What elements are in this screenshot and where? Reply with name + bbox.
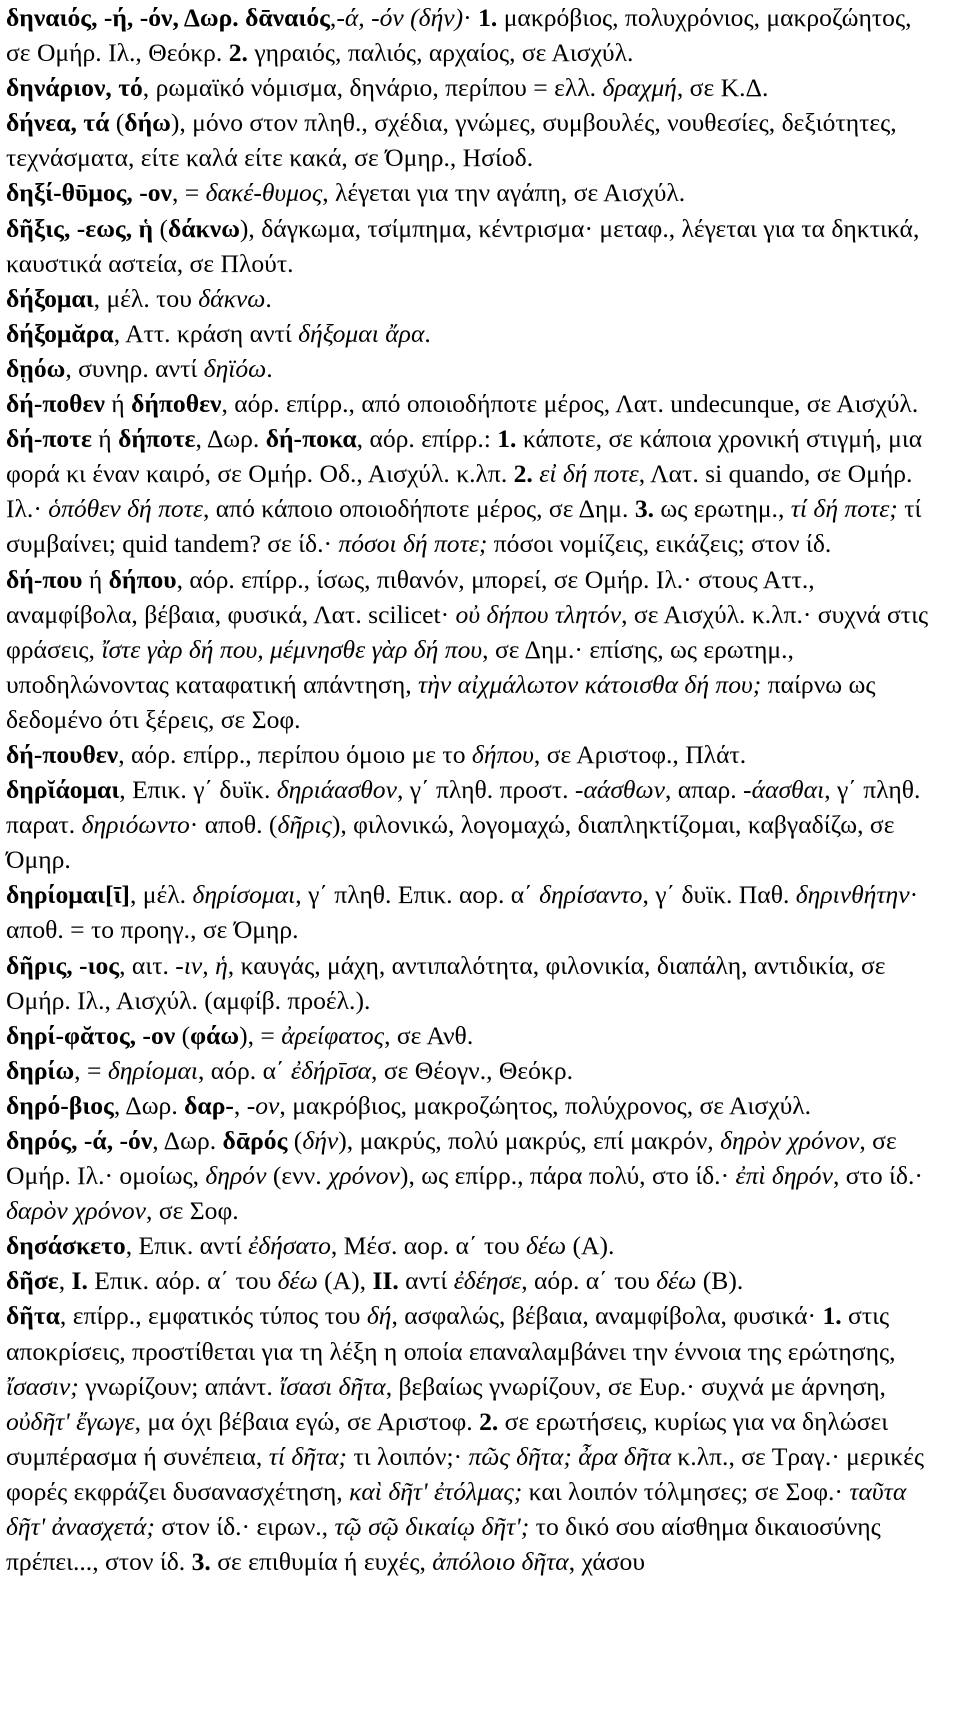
- entry-headword: δή-πουθεν: [6, 739, 119, 769]
- entry-headword: δηρί-φᾰτος, -ον: [6, 1020, 176, 1050]
- entry-text: ή: [82, 564, 109, 594]
- entry-text: ἴσασιν;: [6, 1371, 79, 1401]
- entry-text: ), μόνο στον πληθ., σχέδια, γνώμες, συμβουλές, νουθεσίες, δεξιότητες, τεχνάσματα, είτε καλά είτε κακά, σε Όμηρ., Ησίοδ.: [6, 108, 897, 173]
- entry-text: κ.λπ., σε Τραγ.· μερικές φορές εκφράζει δυσανασχέτηση,: [6, 1441, 925, 1506]
- entry-text: , ρωμαϊκό νόμισμα, δηνάριο, περίπου = ελλ.: [142, 73, 603, 103]
- entry-text: καὶ δῆτ' ἐτόλμας;: [349, 1476, 523, 1506]
- dictionary-entry: [6, 562, 932, 737]
- entry-text: , σε Ομήρ. Ιλ.· ομοίως,: [6, 1126, 897, 1191]
- entry-text: , από κάποιο οποιοδήποτε μέρος, σε Δημ.: [202, 494, 635, 524]
- entry-text: , Επικ. γ΄ δυϊκ.: [119, 775, 277, 805]
- entry-headword: δηνάριον, τό: [6, 73, 143, 103]
- entry-text: δήω: [124, 108, 171, 138]
- dictionary-entry: [6, 1088, 932, 1123]
- entry-text: , γ΄ πληθ. Επικ. αορ. α΄: [295, 880, 540, 910]
- entry-text: ἴσασι δῆτα: [279, 1371, 386, 1401]
- entry-text: δηρίομαι: [107, 1055, 198, 1085]
- entry-text: το δικό σου αίσθημα δικαιοσύνης πρέπει..., στον ίδ.: [6, 1512, 881, 1577]
- dictionary-entry: [6, 351, 932, 386]
- entry-text: δηρίσομαι: [192, 880, 296, 910]
- dictionary-entry: [6, 1228, 932, 1263]
- entry-text: , σε Κ.Δ.: [676, 73, 769, 103]
- entry-headword: δῆξις, -εως, ἡ: [6, 213, 154, 243]
- entry-text: ἴστε γὰρ δή που, μέμνησθε γὰρ δή που: [101, 634, 483, 664]
- entry-text: · αποθ. = το προηγ., σε Όμηρ.: [6, 880, 919, 945]
- dictionary-entry: [6, 1263, 932, 1298]
- dictionary-entry: [6, 105, 932, 175]
- entry-text: δηριόωντο: [81, 810, 190, 840]
- entry-text: , Μέσ. αορ. α΄ του: [330, 1231, 527, 1261]
- entry-text: -ιν, ἡ: [175, 950, 228, 980]
- entry-headword: δήξομᾰρα: [6, 318, 114, 348]
- entry-text: δῆρις: [277, 810, 332, 840]
- entry-text: , αόρ. επίρρ., περίπου όμοιο με το: [118, 739, 472, 769]
- entry-text: -αάσθων: [574, 775, 665, 805]
- entry-text: τι λοιπόν;·: [347, 1441, 469, 1471]
- entry-text: ταῦτα δῆτ' ἀνασχετά;: [6, 1476, 907, 1542]
- dictionary-entry: [6, 175, 932, 210]
- dictionary-entry: [6, 772, 932, 877]
- entry-text: φάω: [190, 1020, 240, 1050]
- dictionary-entry: [6, 1053, 932, 1088]
- entry-text: στις αποκρίσεις, προστίθεται για τη λέξη η οποία επαναλαμβάνει την έννοια της ερώτησης,: [6, 1301, 896, 1366]
- entry-text: και λοιπόν τόλμησες; σε Σοφ.·: [522, 1476, 850, 1506]
- entry-text: σε επιθυμία ή ευχές,: [210, 1547, 433, 1577]
- entry-text: , σε Θέογν., Θεόκρ.: [371, 1055, 573, 1085]
- entry-text: -ά, -όν (δήν): [336, 3, 464, 32]
- entry-text: .: [266, 353, 273, 383]
- entry-text: ἐδήσατο: [248, 1231, 331, 1261]
- entry-headword: δηρῐάομαι: [6, 775, 120, 805]
- entry-text: δήποτε: [118, 424, 196, 454]
- entry-text: χρόνον: [328, 1161, 400, 1191]
- entry-text: πόσοι δή ποτε;: [338, 529, 488, 559]
- entry-text: δηριάασθον: [276, 775, 397, 805]
- entry-text: μακρόβιος, πολυχρόνιος, μακροζώητος, σε Ομήρ. Ιλ., Θεόκρ.: [6, 3, 912, 68]
- entry-text: πῶς δῆτα; ἆρα δῆτα: [468, 1441, 672, 1471]
- entry-text: , βεβαίως γνωρίζουν, σε Ευρ.· συχνά με άρνηση,: [385, 1371, 886, 1401]
- entry-text: δέω: [656, 1266, 697, 1296]
- entry-text: στον ίδ.· ειρων.,: [154, 1512, 335, 1542]
- entry-text: , καυγάς, μάχη, αντιπαλότητα, φιλονικία, διαπάλη, αντιδικία, σε Ομήρ. Ιλ., Αισχύλ. (αμφίβ. προέλ.).: [6, 950, 886, 1015]
- dictionary-entry: [6, 948, 932, 1018]
- entry-text: δάκνω: [167, 213, 240, 243]
- entry-text: ,: [329, 3, 337, 32]
- entry-text: , γ΄ πληθ. προστ.: [396, 775, 575, 805]
- entry-text: (Β).: [696, 1266, 744, 1296]
- entry-text: δέω: [277, 1266, 318, 1296]
- entry-text: δραχμή: [602, 73, 677, 103]
- entry-headword: δῆρις, -ιος: [6, 950, 120, 980]
- dictionary-entry: [6, 1298, 932, 1579]
- entry-text: ), μακρύς, πολύ μακρύς, επί μακρόν,: [338, 1126, 721, 1155]
- entry-text: δηρίσαντο: [539, 880, 643, 910]
- entry-text: , αόρ. α΄: [198, 1055, 291, 1085]
- entry-text: δήπου: [471, 739, 534, 769]
- entry-headword: δησάσκετο: [6, 1231, 126, 1261]
- entry-text: , μα όχι βέβαια εγώ, σε Αριστοφ.: [134, 1406, 480, 1436]
- entry-text: (Α).: [566, 1231, 615, 1261]
- entry-text: πόσοι νομίζεις, εικάζεις; στον ίδ.: [487, 529, 832, 559]
- entry-text: δαρ-: [184, 1090, 234, 1120]
- entry-text: δηρόν: [205, 1161, 267, 1191]
- entry-text: κάποτε, σε κάποια χρονική στιγμή, μια φορά κι έναν καιρό, σε Ομήρ. Οδ., Αισχύλ. κ.λπ.: [6, 424, 923, 489]
- entry-headword: δῆτα: [6, 1301, 60, 1331]
- entry-text: δέω: [526, 1231, 567, 1261]
- entry-text: τὴν αἰχμάλωτον κάτοισθα δή που;: [418, 669, 762, 699]
- entry-text: παίρνω ως δεδομένο ότι ξέρεις, σε Σοφ.: [6, 669, 876, 734]
- entry-text: δήποθεν: [131, 389, 222, 419]
- entry-text: , σε Δημ.· επίσης, ως ερωτημ., υποδηλώνοντας καταφατική απάντηση,: [6, 634, 794, 699]
- entry-text: , μακρόβιος, μακροζώητος, πολύχρονος, σε Αισχύλ.: [279, 1090, 812, 1120]
- entry-text: , συνηρ. αντί: [65, 353, 204, 383]
- entry-text: , γ΄ πληθ. παρατ.: [6, 775, 921, 840]
- entry-text: 2.: [513, 459, 533, 489]
- entry-text: , =: [74, 1055, 108, 1085]
- entry-text: ἀρείφατος: [281, 1020, 385, 1050]
- entry-headword: δηξί-θῡμος, -ον: [6, 178, 172, 208]
- entry-text: 2.: [228, 38, 248, 68]
- entry-headword: δηρός, -ά, -όν: [6, 1126, 153, 1155]
- entry-text: , αόρ. επίρρ., ίσως, πιθανόν, μπορεί, σε Ομήρ. Ιλ.· στους Αττ., αναμφίβολα, βέβαια, φυσικά, Λατ. scilicet·: [6, 564, 815, 629]
- entry-text: , χάσου: [568, 1547, 645, 1577]
- entry-text: δήν: [302, 1126, 339, 1155]
- entry-text: δαρὸν χρόνον: [6, 1196, 147, 1226]
- entry-text: I.: [71, 1266, 88, 1296]
- entry-text: (: [175, 1020, 191, 1050]
- entry-text: .: [265, 283, 272, 313]
- entry-headword: δηναιός, -ή, -όν, Δωρ. δᾱναιός: [6, 3, 330, 32]
- entry-list: [6, 0, 932, 1579]
- entry-text: αντί: [398, 1266, 454, 1296]
- entry-text: δηϊόω: [203, 353, 267, 383]
- entry-text: 1.: [822, 1301, 842, 1331]
- entry-text: II.: [372, 1266, 399, 1296]
- entry-text: εἰ δή ποτε: [539, 459, 639, 489]
- entry-text: , γ΄ δυϊκ. Παθ.: [642, 880, 796, 910]
- entry-text: δακέ-θυμος: [205, 178, 323, 208]
- entry-text: , επίρρ., εμφατικός τύπος του: [59, 1301, 367, 1331]
- dictionary-entry: [6, 211, 932, 281]
- entry-text: τί συμβαίνει; quid tandem? σε ίδ.·: [6, 494, 922, 559]
- dictionary-entry: [6, 0, 932, 70]
- entry-text: δήξομαι ἄρα: [298, 318, 425, 348]
- entry-text: Επικ. αόρ. α΄ του: [87, 1266, 278, 1296]
- entry-text: -ον: [246, 1090, 280, 1120]
- entry-headword: δή-που: [6, 564, 83, 594]
- entry-headword: δήνεα, τά: [6, 108, 110, 138]
- entry-text: (: [287, 1126, 303, 1155]
- dictionary-entry: [6, 1018, 932, 1053]
- entry-text: , σε Σοφ.: [146, 1196, 239, 1226]
- dictionary-entry: [6, 1123, 932, 1228]
- entry-text: , Επικ. αντί: [125, 1231, 249, 1261]
- entry-text: δή-ποκα: [265, 424, 357, 454]
- entry-text: ), φιλονικώ, λογομαχώ, διαπληκτίζομαι, καβγαδίζω, σε Όμηρ.: [6, 810, 895, 875]
- entry-text: ,: [233, 1090, 247, 1120]
- entry-text: οὐδῆτ' ἔγωγε: [6, 1406, 135, 1436]
- entry-text: 3.: [634, 494, 655, 524]
- entry-text: , Λατ. si quando, σε Ομήρ. Ιλ.·: [6, 459, 913, 524]
- entry-text: (: [153, 213, 168, 243]
- entry-headword: δηρίομαι[ῑ]: [6, 880, 130, 910]
- entry-text: ,: [58, 1266, 72, 1296]
- entry-headword: δή-ποθεν: [6, 389, 105, 419]
- dictionary-entry: [6, 386, 932, 421]
- entry-text: δᾱρός: [222, 1126, 288, 1155]
- entry-text: , σε Ανθ.: [384, 1020, 474, 1050]
- entry-text: ὁπόθεν δή ποτε: [48, 494, 203, 524]
- entry-text: τί δῆτα;: [268, 1441, 348, 1471]
- entry-text: δηρὸν χρόνον: [720, 1126, 860, 1155]
- entry-text: , αόρ. επίρρ.:: [356, 424, 498, 454]
- entry-text: , λέγεται για την αγάπη, σε Αισχύλ.: [322, 178, 686, 208]
- entry-text: , σε Αριστοφ., Πλάτ.: [533, 739, 747, 769]
- entry-text: ), δάγκωμα, τσίμπημα, κέντρισμα· μεταφ., λέγεται για τα δηκτικά, καυστικά αστεία, σε Πλούτ.: [6, 213, 920, 278]
- dictionary-entry: [6, 316, 932, 351]
- entry-text: 1.: [478, 3, 498, 32]
- entry-text: γηραιός, παλιός, αρχαίος, σε Αισχύλ.: [247, 38, 634, 68]
- entry-text: , αόρ. επίρρ., από οποιοδήποτε μέρος, Λατ. undecunque, σε Αισχύλ.: [221, 389, 919, 419]
- entry-text: , αόρ. α΄ του: [521, 1266, 657, 1296]
- entry-text: ως ερωτημ.,: [654, 494, 791, 524]
- entry-text: δηρινθήτην: [795, 880, 910, 910]
- entry-text: 1.: [497, 424, 517, 454]
- dictionary-entry: [6, 281, 932, 316]
- entry-text: (ενν.: [266, 1161, 329, 1191]
- entry-text: , μέλ. του: [93, 283, 199, 313]
- entry-text: ἐδέησε: [453, 1266, 522, 1296]
- entry-text: ), =: [239, 1020, 282, 1050]
- entry-text: , Αττ. κράση αντί: [113, 318, 299, 348]
- entry-text: ·: [463, 3, 479, 32]
- entry-headword: δηρό-βιος: [6, 1090, 114, 1120]
- entry-headword: δήξομαι: [6, 283, 94, 313]
- entry-text: , στο ίδ.·: [832, 1161, 923, 1191]
- entry-headword: δηρίω: [6, 1055, 75, 1085]
- dictionary-entry: [6, 421, 932, 561]
- dictionary-entry: [6, 737, 932, 772]
- entry-text: ή: [104, 389, 132, 419]
- entry-text: , Δωρ.: [152, 1126, 223, 1155]
- dictionary-entry: [6, 877, 932, 947]
- entry-headword: δῆσε: [6, 1266, 59, 1296]
- entry-text: οὐ δήπου τλητόν: [455, 599, 622, 629]
- entry-text: .: [424, 318, 431, 348]
- entry-text: γνωρίζουν; απάντ.: [78, 1371, 280, 1401]
- entry-text: , ασφαλώς, βέβαια, αναμφίβολα, φυσικά·: [391, 1301, 823, 1331]
- entry-text: , μέλ.: [129, 880, 193, 910]
- entry-text: 2.: [479, 1406, 499, 1436]
- entry-text: δάκνω: [198, 283, 266, 313]
- entry-text: -άασθαι: [743, 775, 825, 805]
- entry-text: , σε Αισχύλ. κ.λπ.· συχνά στις φράσεις,: [6, 599, 929, 664]
- entry-text: , =: [172, 178, 206, 208]
- entry-text: δήπου: [108, 564, 177, 594]
- entry-text: (Α),: [317, 1266, 373, 1296]
- entry-text: ἐπὶ δηρόν: [735, 1161, 833, 1191]
- entry-text: ή: [91, 424, 119, 454]
- entry-headword: δῃόω: [6, 353, 66, 383]
- entry-text: σε ερωτήσεις, κυρίως για να δηλώσει συμπέρασμα ή συνέπεια,: [6, 1406, 889, 1471]
- entry-text: , Δωρ.: [113, 1090, 185, 1120]
- entry-text: , αιτ.: [119, 950, 176, 980]
- entry-text: ), ως επίρρ., πάρα πολύ, στο ίδ.·: [399, 1161, 736, 1191]
- entry-text: · αποθ. (: [189, 810, 278, 840]
- entry-headword: δή-ποτε: [6, 424, 92, 454]
- entry-text: τῷ σῷ δικαίῳ δῆτ';: [334, 1512, 530, 1542]
- dictionary-entry: [6, 70, 932, 105]
- entry-text: ἐδήρῑσα: [290, 1055, 372, 1085]
- entry-text: , απαρ.: [664, 775, 744, 805]
- entry-text: ἀπόλοιο δῆτα: [432, 1547, 569, 1577]
- entry-text: δή: [366, 1301, 392, 1331]
- entry-text: , Δωρ.: [195, 424, 266, 454]
- entry-text: 3.: [191, 1547, 211, 1577]
- entry-text: (: [109, 108, 125, 138]
- entry-text: τί δή ποτε;: [790, 494, 898, 524]
